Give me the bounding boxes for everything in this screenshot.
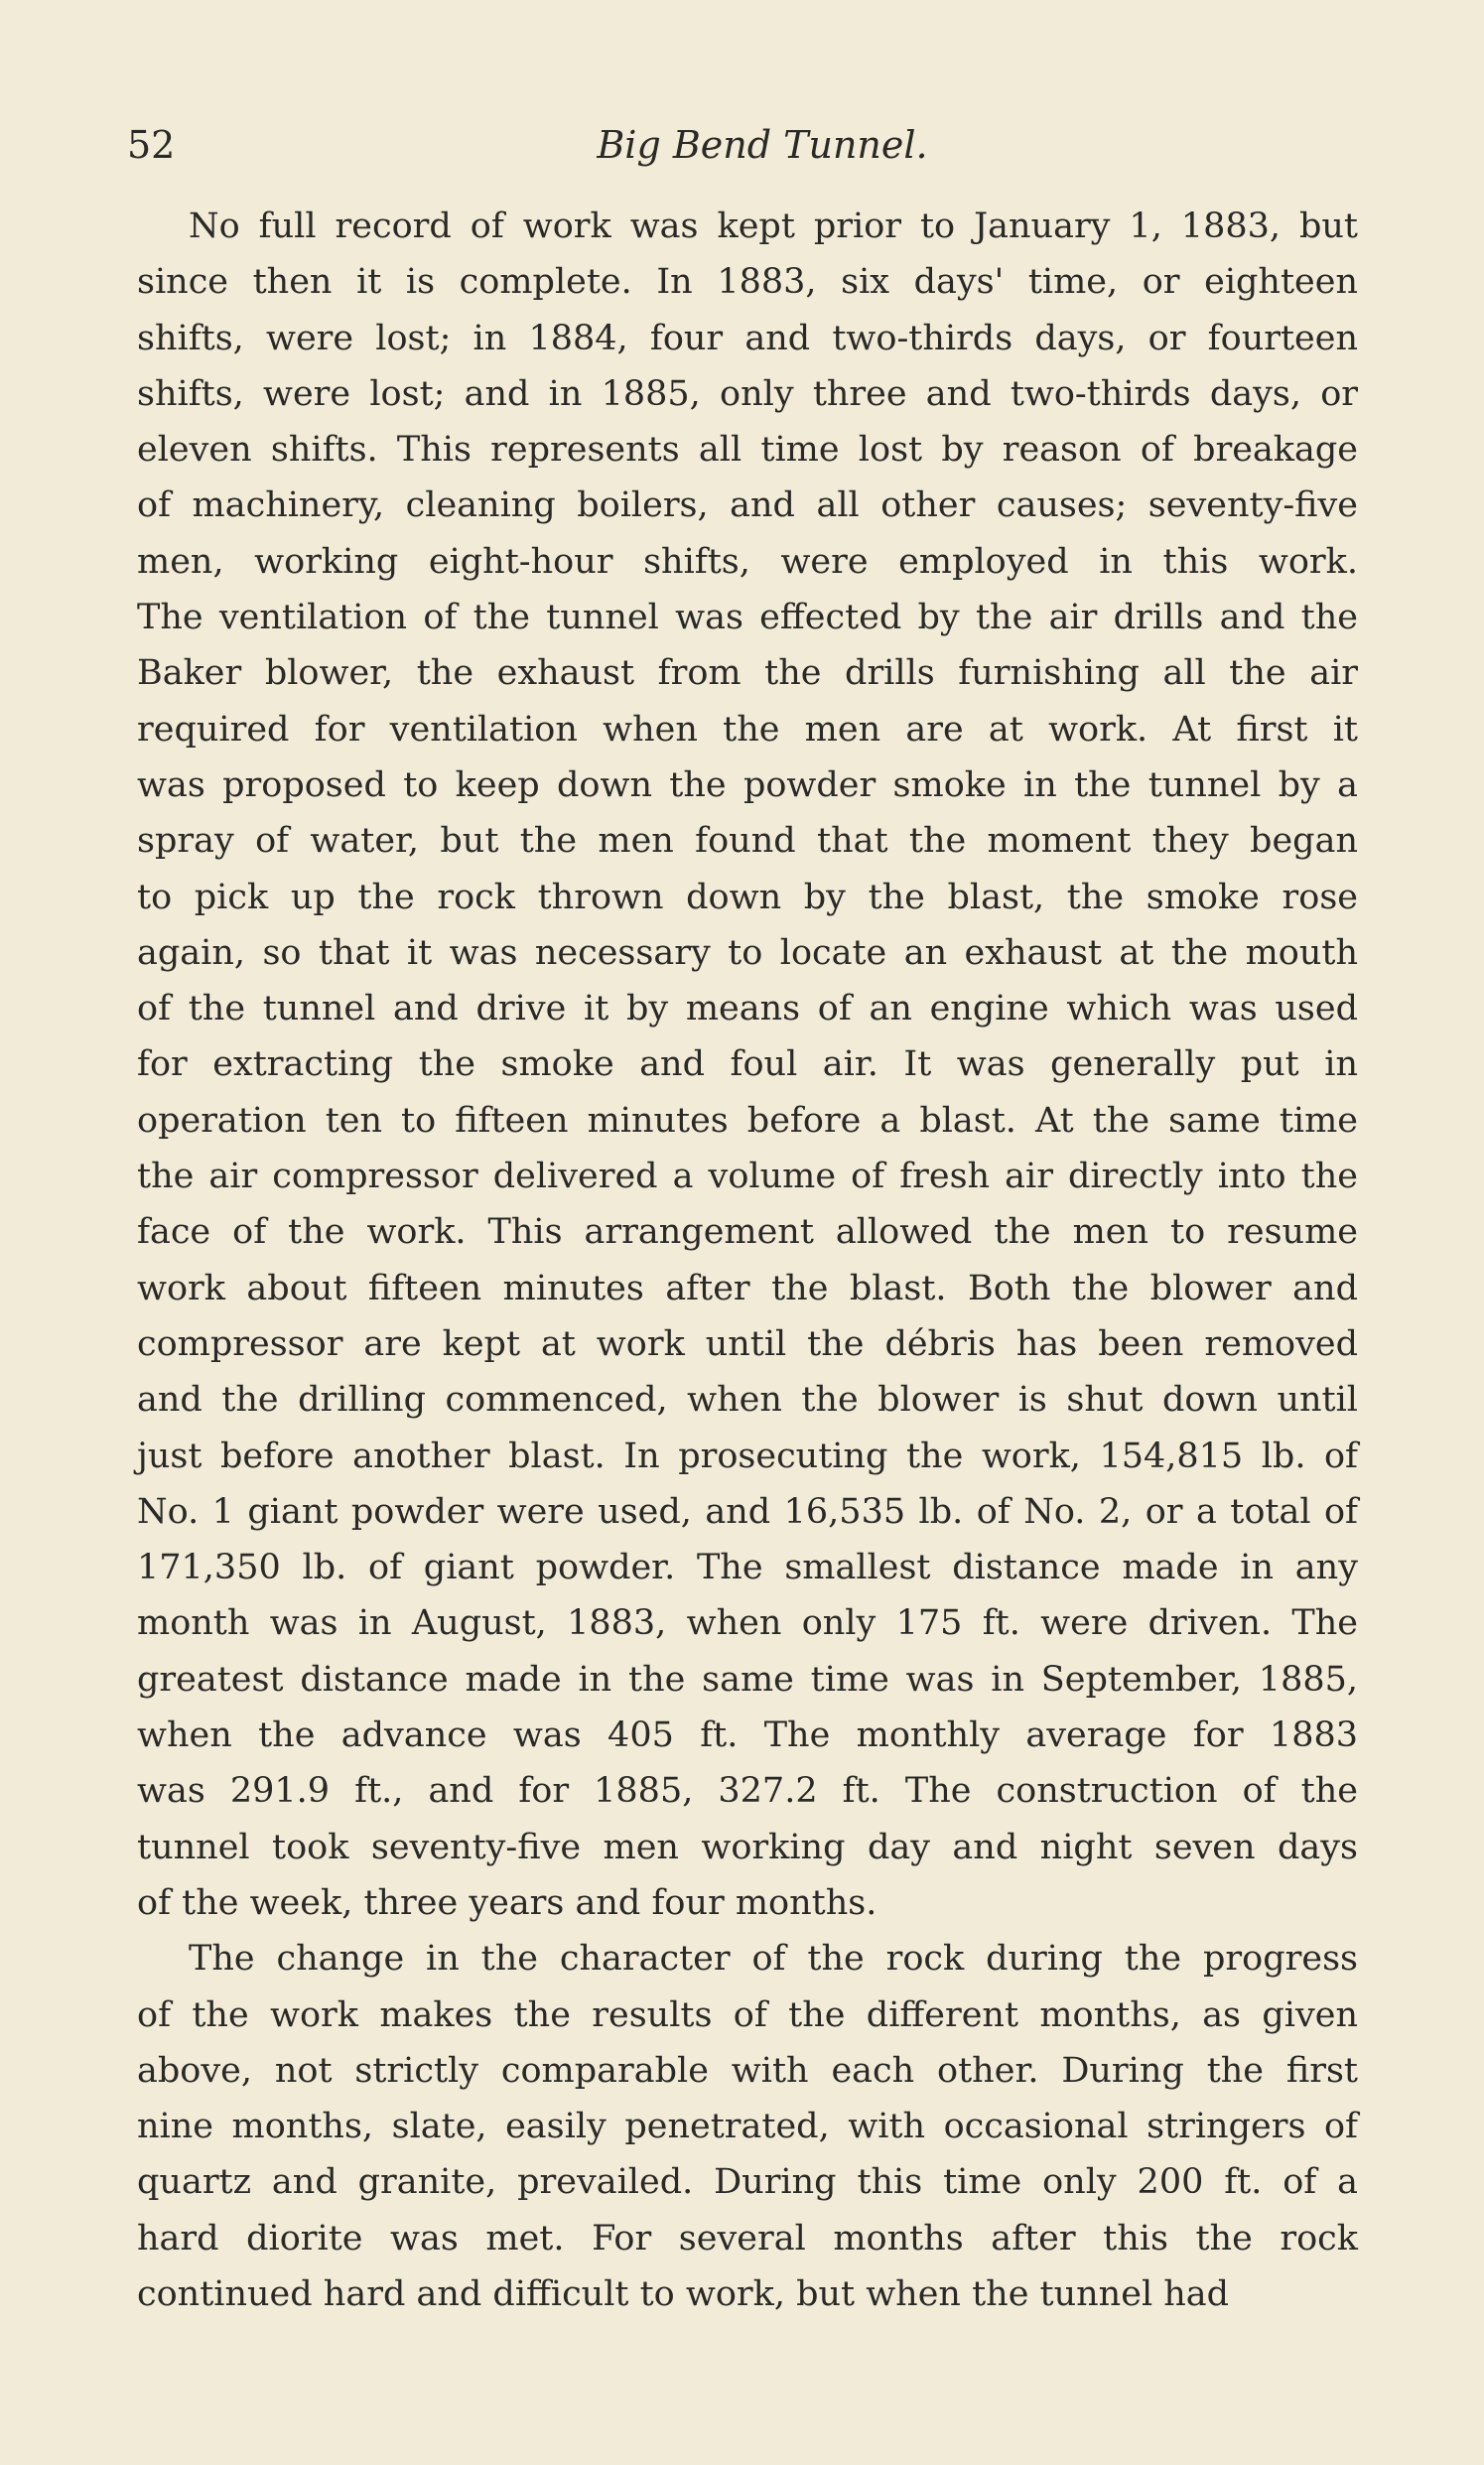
text-line: of the work makes the results of the different months, as given	[137, 1994, 1358, 2035]
text-line: shifts, were lost; and in 1885, only three and two-thirds days, or	[137, 373, 1358, 414]
text-line: nine months, slate, easily penetrated, with occasional stringers of	[137, 2107, 1358, 2147]
text-line: spray of water, but the men found that the moment they began	[137, 821, 1358, 862]
text-line: required for ventilation when the men are at work. At first it	[137, 709, 1358, 750]
text-line: again, so that it was necessary to locate an exhaust at the mouth	[137, 932, 1358, 973]
text-line: work about fifteen minutes after the blast. Both the blower and	[137, 1268, 1358, 1308]
text-line: of the tunnel and drive it by means of an engine which was used	[137, 989, 1358, 1029]
text-line: was proposed to keep down the powder smoke in the tunnel by a	[137, 764, 1358, 805]
text-line: of machinery, cleaning boilers, and all other causes; seventy-five	[137, 485, 1358, 526]
text-line: face of the work. This arrangement allowed the men to resume	[137, 1212, 1358, 1253]
text-line: men, working eight-hour shifts, were employed in this work.	[137, 541, 1358, 582]
text-line: The ventilation of the tunnel was effected by the air drills and the	[137, 598, 1358, 638]
text-line: 171,350 lb. of giant powder. The smallest distance made in any	[137, 1548, 1358, 1588]
text-line: of the week, three years and four months.	[137, 1882, 877, 1923]
text-line: when the advance was 405 ft. The monthly average for 1883	[137, 1715, 1358, 1756]
text-line: compressor are kept at work until the débris has been removed	[137, 1323, 1358, 1364]
text-line: month was in August, 1883, when only 175 ft. were driven. The	[137, 1603, 1358, 1644]
running-title: Big Bend Tunnel.	[597, 123, 928, 167]
text-line: the air compressor delivered a volume of fresh air directly into the	[137, 1157, 1358, 1197]
body-text	[137, 199, 1358, 2322]
text-line: and the drilling commenced, when the blower is shut down until	[137, 1380, 1358, 1421]
text-line: was 291.9 ft., and for 1885, 327.2 ft. The construction of the	[137, 1771, 1358, 1812]
text-line: quartz and granite, prevailed. During this time only 200 ft. of a	[137, 2162, 1358, 2203]
text-line: hard diorite was met. For several months after this the rock	[137, 2218, 1358, 2259]
text-line: just before another blast. In prosecuting the work, 154,815 lb. of	[137, 1436, 1358, 1476]
text-line: shifts, were lost; in 1884, four and two-thirds days, or fourteen	[137, 318, 1358, 358]
text-line: The change in the character of the rock during the progress	[189, 1939, 1358, 1980]
paragraph	[137, 1931, 1358, 2322]
text-line: No full record of work was kept prior to January 1, 1883, but	[189, 206, 1358, 246]
text-line: for extracting the smoke and foul air. It was generally put in	[137, 1044, 1358, 1085]
text-line: greatest distance made in the same time was in September, 1885,	[137, 1659, 1358, 1700]
text-line: No. 1 giant powder were used, and 16,535 lb. of No. 2, or a total of	[137, 1491, 1358, 1532]
text-line: continued hard and difficult to work, but when the tunnel had	[137, 2273, 1230, 2314]
paragraph	[137, 199, 1358, 1931]
text-line: operation ten to fifteen minutes before a blast. At the same time	[137, 1100, 1358, 1141]
text-line: above, not strictly comparable with each other. During the first	[137, 2050, 1358, 2091]
text-line: eleven shifts. This represents all time lost by reason of breakage	[137, 430, 1358, 471]
text-line: tunnel took seventy-five men working day and night seven days	[137, 1827, 1358, 1867]
text-line: to pick up the rock thrown down by the blast, the smoke rose	[137, 877, 1358, 917]
text-line: Baker blower, the exhaust from the drills furnishing all the air	[137, 653, 1358, 694]
text-line: since then it is complete. In 1883, six days' time, or eighteen	[137, 262, 1358, 303]
page-number: 52	[127, 123, 176, 167]
page-header	[127, 115, 1368, 175]
